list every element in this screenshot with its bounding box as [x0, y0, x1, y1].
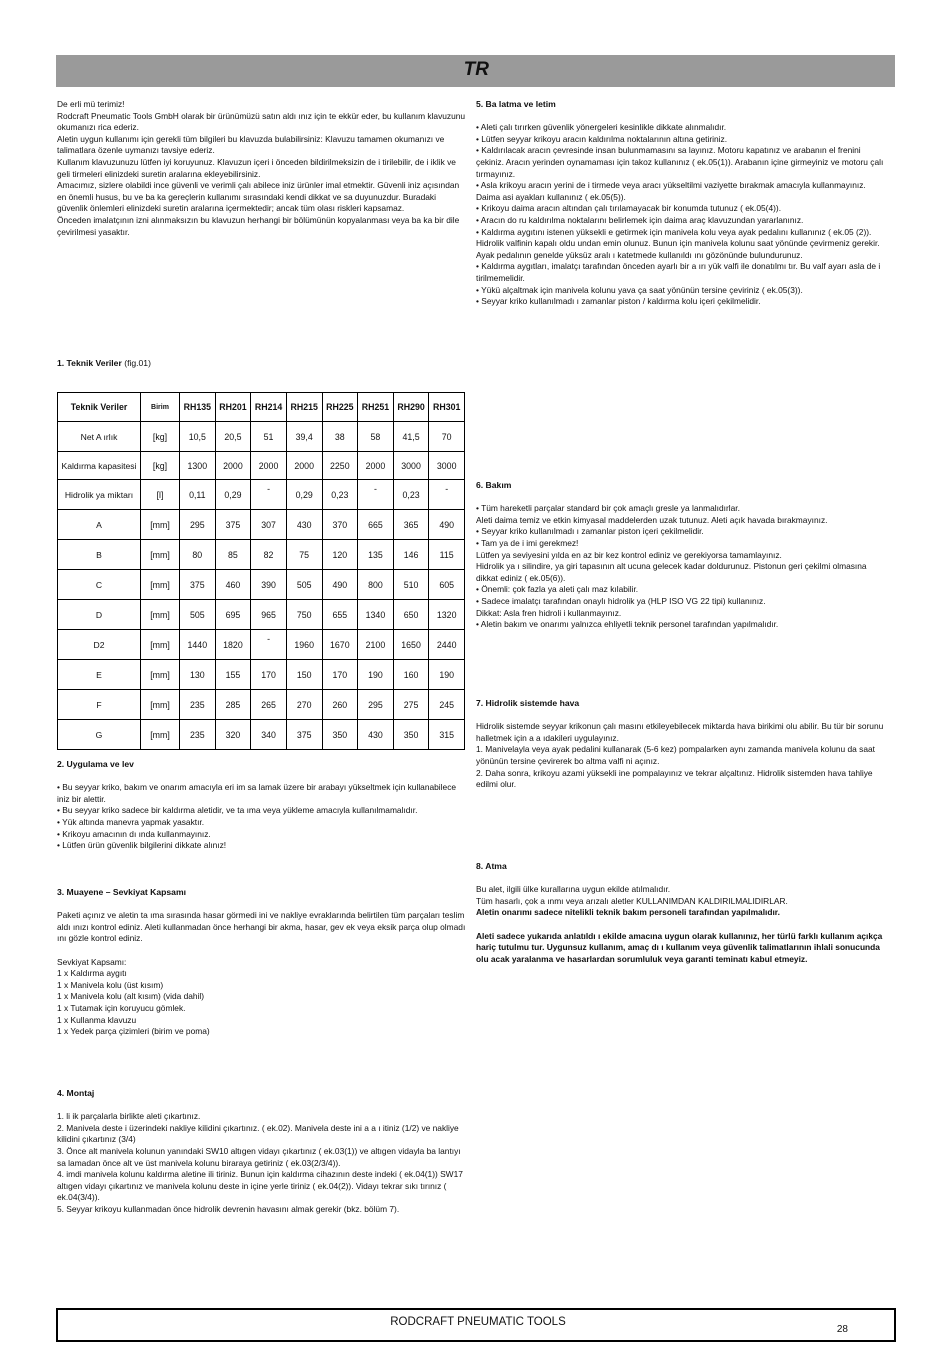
text-line: 4. imdi manivela kolunu kaldırma aletine ili tiriniz. Bunun için kaldırma cihazının deste indeki ( ek.04(1)) SW17 altıgen vidayı çıkartınız ve manivela kolunu deste in içine yerle tiriniz ( ek.04(2)). Vidayı tekrar sıkı tırınız ( ek.04(3/4)). [57, 1169, 463, 1203]
list-item: 1 x Kullanma klavuzu [57, 1014, 137, 1025]
row-label: E [58, 660, 141, 690]
table-row [58, 480, 465, 510]
text-line: • Aracın do ru kaldırılma noktalarını belirlemek için daima araç klavuzundan yararlanınız. [476, 214, 804, 225]
table-row [58, 690, 465, 720]
section-title: 5. Ba latma ve letim [476, 99, 556, 109]
table-cell: - [251, 630, 287, 660]
table-header: RH290 [393, 393, 429, 422]
table-cell: 2000 [215, 452, 251, 480]
table-row [58, 570, 465, 600]
row-unit: [mm] [141, 540, 180, 570]
table-cell: 160 [393, 660, 429, 690]
table-cell: 235 [180, 720, 216, 750]
table-cell: 375 [286, 720, 322, 750]
text-line: • Bu seyyar kriko sadece bir kaldırma aletidir, ve ta ıma veya yükleme amacıyla kullanılmamalıdır. [57, 805, 418, 816]
table-cell: 20,5 [215, 422, 251, 452]
row-unit: [mm] [141, 570, 180, 600]
row-unit: [kg] [141, 452, 180, 480]
row-label: A [58, 510, 141, 540]
section-operation [476, 99, 884, 308]
table-cell: 2100 [358, 630, 394, 660]
table-header: Teknik Veriler [58, 393, 141, 422]
intro-line: De erli mü terimiz! [57, 99, 125, 109]
table-cell: 340 [251, 720, 287, 750]
text-line: • Tüm hareketli parçalar standard bir çok amaçlı gresle ya lanmalıdırlar. [476, 503, 740, 514]
text-line: • Seyyar kriko kullanılmadı ı zamanlar piston içeri çekilmelidir. [476, 526, 704, 537]
text-line: Aleti daima temiz ve etkin kimyasal maddelerden uzak tutunuz. Aleti açık havada bırakmayınız. [476, 514, 828, 525]
text-line: Hidrolik sistemde seyyar krikonun çalı masını etkileyebilecek miktarda hava birikimi olu abilir. Bu tür bir sorunu halletmek için a a ıdakileri uygulayınız. [476, 721, 884, 743]
table-cell: 190 [358, 660, 394, 690]
list-item: 1 x Manivela kolu (üst kısım) [57, 979, 164, 990]
table-cell: 3000 [429, 452, 465, 480]
table-cell: 800 [358, 570, 394, 600]
row-unit: [mm] [141, 510, 180, 540]
table-cell: 38 [322, 422, 358, 452]
row-unit: [l] [141, 480, 180, 510]
text-line: • Tam ya de i imi gerekmez! [476, 537, 579, 548]
text-line: • Yük altında manevra yapmak yasaktır. [57, 816, 205, 827]
table-cell: 135 [358, 540, 394, 570]
table-cell: 41,5 [393, 422, 429, 452]
table-cell: 365 [393, 510, 429, 540]
text-line: Lütfen ya seviyesini yılda en az bir kez kontrol ediniz ve gerekiyorsa tamamlayınız. [476, 549, 782, 560]
list-item: 1 x Yedek parça çizimleri (birim ve poma) [57, 1026, 210, 1037]
table-cell: 390 [251, 570, 287, 600]
intro-line: Rodcraft Pneumatic Tools GmbH olarak bir ürünümüzü satın aldı ınız için te ekkür eder, bu kullanım klavuzunu okumanızı rica ederiz. [57, 110, 466, 133]
table-row [58, 422, 465, 452]
footer [56, 1308, 896, 1342]
row-unit: [mm] [141, 630, 180, 660]
table-cell: 245 [429, 690, 465, 720]
table-cell: 3000 [393, 452, 429, 480]
table-cell: 190 [429, 660, 465, 690]
spec-table [57, 392, 465, 750]
table-cell: 120 [322, 540, 358, 570]
table-cell: 58 [358, 422, 394, 452]
table-cell: 275 [393, 690, 429, 720]
table-cell: 490 [429, 510, 465, 540]
table-cell: 505 [180, 600, 216, 630]
footer-brand: RODCRAFT PNEUMATIC TOOLS [390, 1316, 566, 1328]
table-header: RH214 [251, 393, 287, 422]
table-header: RH225 [322, 393, 358, 422]
table-cell: 39,4 [286, 422, 322, 452]
table-cell: 605 [429, 570, 465, 600]
table-cell: 170 [322, 660, 358, 690]
row-label: Kaldırma kapasitesi [58, 452, 141, 480]
table-cell: 430 [286, 510, 322, 540]
intro-line: Aletin uygun kullanımı için gerekli tüm bilgileri bu klavuzda bulabilirsiniz: Klavuzu tamamen okumanızı ve talimatlara özenle uymanızı tavsiye ederiz. [57, 133, 445, 156]
row-label: Hidrolik ya miktarı [58, 480, 141, 510]
table-cell: 115 [429, 540, 465, 570]
table-cell: 1300 [180, 452, 216, 480]
text-line: 3. Önce alt manivela kolunun yanındaki SW10 altıgen vidayı çıkartınız ( ek.03(1)) ve altıgen vidayla ba lantıyı sa lamadan önce alt ve üst manivela kolunu biraraya getiriniz ( ek.03(2/3/4)). [57, 1145, 461, 1168]
text-line: Hidrolik ya ı silindire, ya giri tapasının alt ucuna gelecek kadar doldurunuz. Pistonun geri çekilmi olmasına dikkat ediniz ( ek.05(6)). [476, 561, 867, 583]
text-line: 5. Seyyar krikoyu kullanmadan önce hidrolik devrenin havasını almak gerekir (bkz. bölüm 7). [57, 1203, 400, 1214]
row-unit: [mm] [141, 660, 180, 690]
table-cell: 350 [322, 720, 358, 750]
table-row [58, 660, 465, 690]
table-header: RH201 [215, 393, 251, 422]
table-cell: 1650 [393, 630, 429, 660]
section-assembly [57, 1088, 467, 1216]
section-technical-data [57, 358, 467, 370]
table-cell: 315 [429, 720, 465, 750]
table-cell: 510 [393, 570, 429, 600]
text-line: • Önemli: çok fazla ya aleti çalı maz kılabilir. [476, 584, 639, 595]
section-title: 7. Hidrolik sistemde hava [476, 698, 580, 708]
section-title: 8. Atma [476, 861, 507, 871]
table-cell: 307 [251, 510, 287, 540]
text-line: • Bu seyyar kriko, bakım ve onarım amacıyla eri im sa lamak üzere bir arabayı yükseltmek için kullanabilece iniz bir alettir. [57, 782, 457, 804]
table-cell: 320 [215, 720, 251, 750]
row-unit: [mm] [141, 600, 180, 630]
table-cell: 0,29 [286, 480, 322, 510]
table-cell: 1440 [180, 630, 216, 660]
warning-line: Aletin onarımı sadece nitelikli teknik bakım personeli tarafından yapılmalıdır. [476, 907, 780, 918]
text-line: • Kaldırma aygıtını istenen yüksekli e getirmek için manivela kolu veya ayak pedalını kullanınız ( ek.05 (2)). Hidrolik valfinin kapalı oldu undan emin olunuz. Bunun için manivela kolunu saat yönünde çevirmeniz gerekir. [476, 226, 880, 249]
section-inspection [57, 887, 467, 1038]
intro-line: Kullanım klavuzunuzu lütfen iyi koruyunuz. Klavuzun içeri i önceden bildirilmeksizin de i tirilebilir, de i iklik ve geli tirmeleri elinizdeki suretin aralarına ekleyebilirsiniz. [57, 156, 456, 179]
intro-line: Önceden imalatçının izni alınmaksızın bu klavuzun herhangi bir bölümünün kopyalanması veya ba ka bir dile çevirilmesi yasaktır. [57, 214, 460, 237]
table-header: RH135 [180, 393, 216, 422]
text-line: • Kaldırma aygıtları, imalatçı tarafından önceden ayarlı bir a ırı yük valfi ile donatılmı tır. Bu valf ayarı asla de i tirilmemelidir. [476, 261, 881, 283]
table-cell: 85 [215, 540, 251, 570]
text-line: Dikkat: Asla fren hidroli i kullanmayınız. [476, 607, 622, 618]
text-paragraph: Paketi açınız ve aletin ta ıma sırasında hasar görmedi ini ve nakliye evraklarında belirtilen tüm parçaları teslim aldı ınızı kontrol ediniz. Aleti kullanmadan önce herhangi bir akma, hasar, gev ek veya eksik parça olup olmadı ını gözle kontrol ediniz. [57, 910, 466, 944]
table-cell: 130 [180, 660, 216, 690]
table-cell: 1670 [322, 630, 358, 660]
table-cell: 1960 [286, 630, 322, 660]
table-cell: 270 [286, 690, 322, 720]
list-item: 1 x Tutamak için koruyucu gömlek. [57, 1002, 186, 1013]
text-line: • Aleti çalı tırırken güvenlik yönergeleri kesinlikle dikkate alınmalıdır. [476, 122, 727, 133]
text-line: 1. Manivelayla veya ayak pedalini kullanarak (5-6 kez) pompalarken aynı zamanda manivela kolunu da saat yönünün tersine çevirerek bo altma valfi ni açınız. [476, 744, 875, 766]
text-line: • Kaldırılacak aracın çevresinde insan bulunmamasını sa layınız. Motoru kapatınız ve arabanın el frenini çekiniz. Aracın yerinden oynamaması için takoz kullanınız ( ek.05(1)). Arabanın içine girmeyiniz ve motoru çalı tırmayınız. [476, 145, 884, 179]
list-item: 1 x Manivela kolu (alt kısım) (vida dahil) [57, 991, 205, 1002]
row-label: C [58, 570, 141, 600]
section-title: 6. Bakım [476, 480, 512, 490]
table-cell: 965 [251, 600, 287, 630]
table-cell: 0,29 [215, 480, 251, 510]
text-line: • Yükü alçaltmak için manivela kolunu yava ça saat yönünün tersine çeviriniz ( ek.05(3)). [476, 284, 803, 295]
table-cell: 155 [215, 660, 251, 690]
list-item: 1 x Kaldırma aygıtı [57, 968, 127, 979]
table-cell: 260 [322, 690, 358, 720]
page-number: 28 [836, 1324, 848, 1335]
table-cell: 0,11 [180, 480, 216, 510]
language-code: TR [463, 59, 489, 80]
table-cell: 146 [393, 540, 429, 570]
text-line: • Seyyar kriko kullanılmadı ı zamanlar piston / kaldırma kolu içeri çekilmelidir. [476, 296, 761, 307]
table-cell: 295 [358, 690, 394, 720]
row-unit: [mm] [141, 690, 180, 720]
text-line: • Lütfen ürün güvenlik bilgilerini dikkate alınız! [57, 840, 227, 851]
table-cell: - [429, 480, 465, 510]
warning-paragraph: Aleti sadece yukarıda anlatıldı ı ekilde amacına uygun olarak kullanınız, her türlü farklı kullanım açıkça hariç tutulmu tur. Uygunsuz kullanım, amaç dı ı kullanım veya güvenlik talimatlarının ihlali sonucunda olu acak yaralanma ve hasarlardan sorumluluk veya garanti teminatı kabul etmeyiz. [476, 930, 883, 964]
table-cell: 750 [286, 600, 322, 630]
row-label: B [58, 540, 141, 570]
text-line: Sevkiyat Kapsamı: [57, 956, 127, 967]
row-label: F [58, 690, 141, 720]
text-line: • Sadece imalatçı tarafından onaylı hidrolik ya (HLP ISO VG 22 tipi) kullanınız. [476, 595, 766, 606]
table-cell: 51 [251, 422, 287, 452]
table-cell: 82 [251, 540, 287, 570]
table-row [58, 452, 465, 480]
intro-block [57, 99, 467, 238]
text-line: • Lütfen seyyar krikoyu aracın kaldırılma noktalarının altına getiriniz. [476, 133, 728, 144]
table-cell: 375 [180, 570, 216, 600]
section-title: 1. Teknik Veriler (fig.01) [57, 358, 151, 368]
table-cell: 655 [322, 600, 358, 630]
section-title: 3. Muayene – Sevkiyat Kapsamı [57, 887, 186, 897]
section-disposal [476, 861, 884, 965]
text-line: 1. li ik parçalarla birlikte aleti çıkartınız. [57, 1111, 201, 1122]
text-line: • Asla krikoyu aracın yerini de i tirmede veya aracı yükseltilmi vaziyette bırakmak amacıyla kullanmayınız. Daima asi ayakları kullanınız ( ek.05(5)). [476, 180, 866, 202]
text-line: • Krikoyu daima aracın altından çalı tırılamayacak bir konumda tutunuz ( ek.05(4)). [476, 203, 782, 214]
table-cell: 295 [180, 510, 216, 540]
table-row [58, 510, 465, 540]
table-cell: 0,23 [393, 480, 429, 510]
table-cell: 490 [322, 570, 358, 600]
section-title: 2. Uygulama ve lev [57, 759, 134, 769]
figure-ref: (fig.01) [124, 358, 151, 368]
header-bar [56, 55, 895, 87]
table-cell: 285 [215, 690, 251, 720]
section-title: 4. Montaj [57, 1088, 95, 1098]
table-cell: 665 [358, 510, 394, 540]
row-label: G [58, 720, 141, 750]
section-maintenance [476, 480, 884, 631]
table-cell: 265 [251, 690, 287, 720]
table-cell: 695 [215, 600, 251, 630]
text-line: Ayak pedalının genelde yüksüz aralı ı katetmede kullanıldı ını gözönünde bulundurunuz. [476, 249, 803, 260]
table-cell: 2000 [286, 452, 322, 480]
table-cell: 1820 [215, 630, 251, 660]
table-cell: 75 [286, 540, 322, 570]
table-cell: 2250 [322, 452, 358, 480]
row-unit: [mm] [141, 720, 180, 750]
table-row [58, 600, 465, 630]
table-cell: 2000 [251, 452, 287, 480]
table-cell: 80 [180, 540, 216, 570]
table-cell: 170 [251, 660, 287, 690]
row-label: D [58, 600, 141, 630]
table-cell: 1320 [429, 600, 465, 630]
table-cell: 70 [429, 422, 465, 452]
table-cell: 350 [393, 720, 429, 750]
table-cell: 235 [180, 690, 216, 720]
table-cell: 150 [286, 660, 322, 690]
intro-line: Amacımız, sizlere olabildi ince güvenli ve verimli çalı abilece iniz ürünler imal etmektir. Güvenli iniz açısından en önemli husus, bu ve ba ka gereçlerin kullanımı sırasındaki kendi dikkat ve sa duyunuzdur. Buradaki güvenlik önlemleri elinizdeki suretin aralarına içermektedir; ancak tüm olası riskleri kapsamaz. [57, 180, 460, 214]
table-cell: 1340 [358, 600, 394, 630]
table-cell: 430 [358, 720, 394, 750]
row-label: Net A ırlık [58, 422, 141, 452]
table-cell: 370 [322, 510, 358, 540]
table-cell: 0,23 [322, 480, 358, 510]
row-unit: [kg] [141, 422, 180, 452]
section-application [57, 759, 467, 852]
table-cell: 505 [286, 570, 322, 600]
table-cell: 2000 [358, 452, 394, 480]
row-label: D2 [58, 630, 141, 660]
table-header: RH251 [358, 393, 394, 422]
table-cell: - [251, 480, 287, 510]
section-air-in-hydraulics [476, 698, 884, 791]
table-header: RH215 [286, 393, 322, 422]
table-cell: 10,5 [180, 422, 216, 452]
table-cell: - [358, 480, 394, 510]
table-row [58, 630, 465, 660]
table-row [58, 540, 465, 570]
text-line: Bu alet, ilgili ülke kurallarına uygun ekilde atılmalıdır. [476, 884, 671, 895]
text-line: • Aletin bakım ve onarımı yalnızca ehliyetli teknik personel tarafından yapılmalıdır. [476, 619, 779, 630]
table-cell: 375 [215, 510, 251, 540]
table-cell: 2440 [429, 630, 465, 660]
text-line: Tüm hasarlı, çok a ınmı veya arızalı aletler KULLANIMDAN KALDIRILMALIDIRLAR. [476, 895, 788, 906]
text-line: • Krikoyu amacının dı ında kullanmayınız. [57, 828, 211, 839]
table-header: RH301 [429, 393, 465, 422]
table-cell: 460 [215, 570, 251, 600]
text-line: 2. Daha sonra, krikoyu azami yüksekli ine pompalayınız ve tekrar alçaltınız. Hidrolik sistemden hava tahliye edilmi olur. [476, 767, 873, 790]
table-cell: 650 [393, 600, 429, 630]
table-header: Birim [141, 393, 180, 422]
text-line: 2. Manivela deste i üzerindeki nakliye kilidini çıkartınız. ( ek.02). Manivela deste ini a a ı itiniz (1/2) ve nakliye kilidini çıkartınız (3/4) [57, 1122, 459, 1145]
table-row [58, 720, 465, 750]
